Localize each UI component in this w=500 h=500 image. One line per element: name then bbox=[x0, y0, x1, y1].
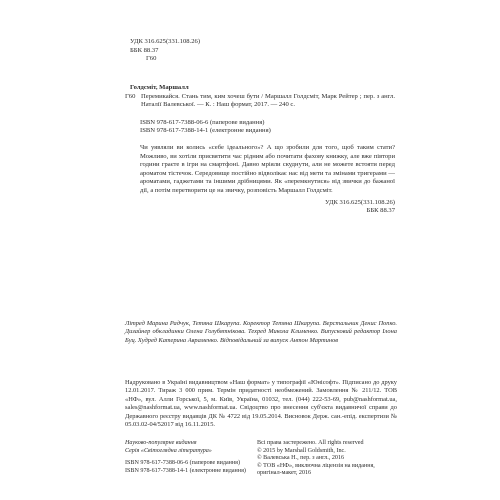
bbk-code: ББК 88.37 bbox=[130, 46, 159, 54]
catalog-author: Голдсміт, Маршалл bbox=[130, 84, 189, 91]
catalog-isbn-block bbox=[125, 119, 395, 136]
catalog-isbn-paper: ISBN 978-617-7388-06-6 (паперове видання) bbox=[140, 118, 265, 126]
copyright-original: © 2015 by Marshall Goldsmith, Inc. bbox=[257, 447, 346, 454]
author-mark: Г60 bbox=[146, 55, 157, 62]
annotation-text: Чи уявляли ви колись «себе ідеального»? А що зробили для того, щоб таким стати? Можливо, ви хотіли присвятити час рідним або почитати фахову книжку, але вже півтори години граєте в ігри на смартфоні. Давно мріяли скуднути, али не можете встояти перед ароматом тістечок. Середовище постійно відволікає нас від мети та змінами тригерами — ароматами, гаджетами та іншими дрібницями. Як «перемкнутися» від звички до бажаної дії, а потім перетворити це на звичку, розповість Маршалл Голдсміт. bbox=[140, 143, 395, 194]
catalog-udk: УДК 316.625(331.108.26) bbox=[324, 198, 395, 206]
catalog-code: Г60 bbox=[125, 92, 136, 100]
genre-label: Науково-популярне видання bbox=[125, 440, 197, 446]
credits-block bbox=[125, 320, 397, 345]
publication-info bbox=[125, 440, 255, 475]
catalog-isbn-electronic: ISBN 978-617-7388-14-1 (електронне видання) bbox=[140, 127, 271, 135]
rights-reserved: Всі права застережено. All rights reserved bbox=[257, 440, 364, 446]
series-label: Серія «Світоглядна література» bbox=[125, 447, 212, 454]
catalog-description: Перемикайся. Стань тим, ким хочеш бути / Маршалл Голдсміт, Марк Рейтер ; пер. з англ. Наталії Валевської. — К. : Наш формат, 2017. — 240 с. bbox=[141, 92, 395, 109]
classification-header bbox=[130, 38, 200, 64]
copyright-publisher: © ТОВ «НФ», виключна ліцензія на видання, оригінал-макет, 2016 bbox=[257, 462, 375, 477]
copyright-translation: © Валевська Н., пер. з англ., 2016 bbox=[257, 455, 345, 462]
copyright-notices bbox=[257, 440, 397, 478]
catalog-card bbox=[125, 84, 395, 216]
isbn-electronic: ISBN 978-617-7388-14-1 (електронне видання) bbox=[125, 467, 246, 474]
credits-text: Літред Марина Радчук, Тетяна Шкарупа. Коректор Тетяна Шкарупа. Верстальник Денис Попко. Дизайнер обкладинки Олена Голубятнікова. Техред Микола Клименко. Випусковий редактор Ілона Буц. Худред Катерина Авраменко. Відповідальний за випуск Антон Мартинов bbox=[125, 320, 397, 344]
printing-info: Надруковано в Україні видавництвом «Наш формат» у типографії «Юнісофт». Підписано до друку 12.01.2017. Тираж 3 000 прим. Термін придатності необмежений. Замовлення № 211/12. ТОВ «НФ», вул. Алли Горської, 5, м. Київ, Україна, 01032, тел. (044) 222-53-69, pub@nashformat.ua, sales@nashformat.ua, www.nashformat.ua. Свідоцтво про внесення суб'єкта видавничої справи до Державного реєстру видавців ДК № 4722 від 19.05.2014. Висновок Держ. сан.-епід. експертизи № 05.03.02-04/52017 від 16.11.2015. bbox=[125, 379, 397, 429]
annotation bbox=[125, 144, 395, 196]
catalog-bbk: ББК 88.37 bbox=[366, 207, 395, 215]
catalog-classification bbox=[125, 199, 395, 216]
catalog-description-row bbox=[125, 93, 395, 110]
udk-code: УДК 316.625(331.108.26) bbox=[130, 38, 201, 45]
isbn-paper: ISBN 978-617-7388-06-6 (паперове видання) bbox=[125, 460, 240, 467]
